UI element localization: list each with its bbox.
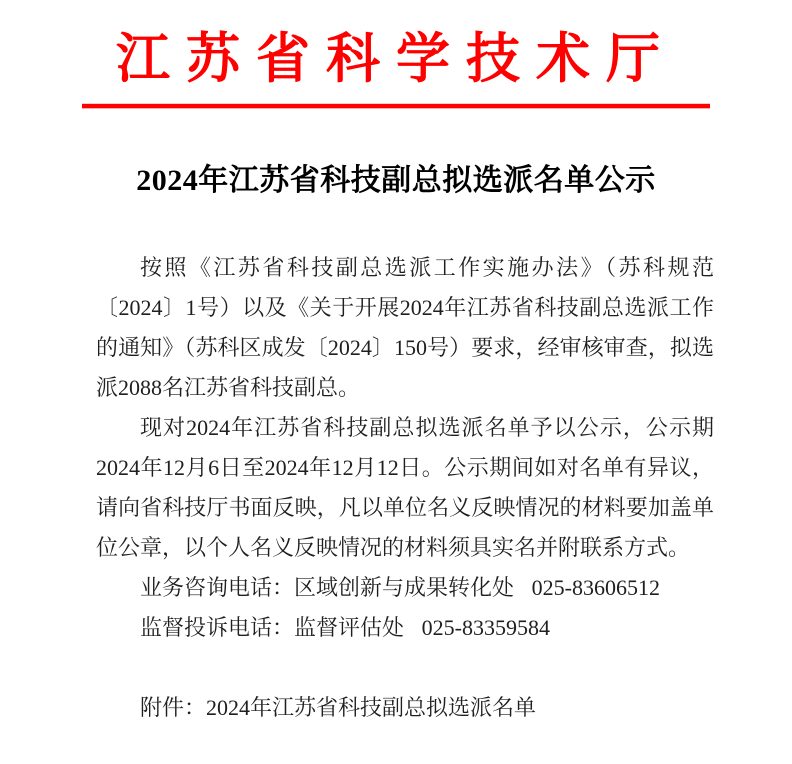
contact-label: 监督投诉电话：	[140, 615, 295, 640]
contact-line-business	[96, 568, 714, 608]
paragraph-publicity-period: 现对2024年江苏省科技副总拟选派名单予以公示，公示期2024年12月6日至2024年12月12日。公示期间如对名单有异议，请向省科技厅书面反映，凡以单位名义反映情况的材料要加盖单位公章，以个人名义反映情况的材料须具实名并附联系方式。	[96, 415, 714, 560]
contact-phone: 025-83606512	[531, 575, 660, 600]
letterhead-divider	[82, 104, 710, 108]
contact-label: 业务咨询电话：	[140, 575, 295, 600]
contact-line-supervision	[96, 608, 714, 648]
document-title: 2024年江苏省科技副总拟选派名单公示	[136, 163, 656, 197]
attachment-line	[96, 688, 714, 728]
letterhead	[0, 0, 792, 108]
attachment-name: 2024年江苏省科技副总拟选派名单	[206, 695, 537, 720]
agency-name: 江苏省科学技术厅	[116, 29, 676, 89]
attachment-label: 附件：	[140, 695, 207, 720]
contact-department: 区域创新与成果转化处	[294, 575, 515, 600]
paragraph-legal-basis: 按照《江苏省科技副总选派工作实施办法》（苏科规范〔2024〕1号）以及《关于开展2024年江苏省科技副总选派工作的通知》（苏科区成发〔2024〕150号）要求，经审核审查，拟选派2088名江苏省科技副总。	[96, 255, 714, 400]
contact-department: 监督评估处	[294, 615, 405, 640]
contact-phone: 025-83359584	[421, 615, 550, 640]
document-body	[96, 248, 714, 728]
